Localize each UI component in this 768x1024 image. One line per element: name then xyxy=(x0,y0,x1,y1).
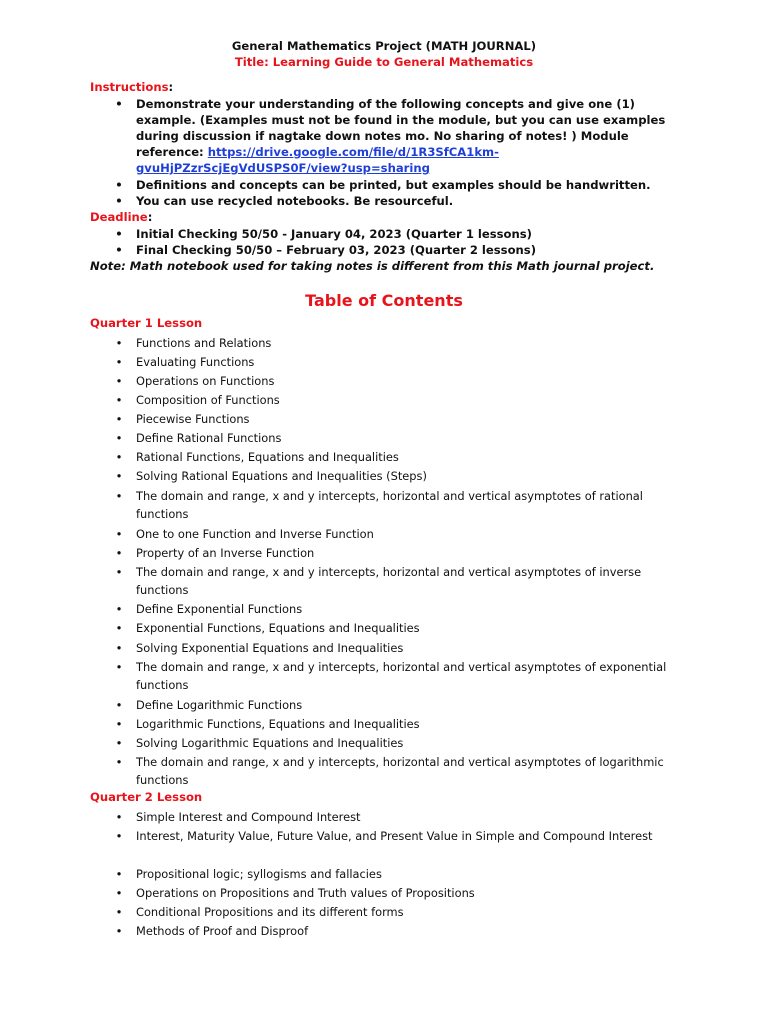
bullet-icon: • xyxy=(115,97,123,111)
deadline-item: • Initial Checking 50/50 - January 04, 2023 (Quarter 1 lessons) xyxy=(115,227,532,241)
bullet-icon: • xyxy=(115,641,123,655)
bullet-icon: • xyxy=(115,565,123,579)
quarter1-label: Quarter 1 Lesson xyxy=(90,316,203,330)
bullet-icon: • xyxy=(115,469,123,483)
toc-item: • Operations on Propositions and Truth values of Propositions xyxy=(115,886,475,900)
bullet-icon: • xyxy=(115,755,123,769)
bullet-icon: • xyxy=(115,621,123,635)
bullet-icon: • xyxy=(115,450,123,464)
toc-item: • Piecewise Functions xyxy=(115,412,250,426)
toc-item: • Exponential Functions, Equations and Inequalities xyxy=(115,621,420,635)
module-reference-label: Module reference: xyxy=(136,129,629,159)
toc-item: • Logarithmic Functions, Equations and Inequalities xyxy=(115,717,420,731)
bullet-icon: • xyxy=(115,829,123,843)
toc-item: • The domain and range, x and y intercepts, horizontal and vertical asymptotes of exponential functions xyxy=(115,660,667,692)
toc-item: • One to one Function and Inverse Function xyxy=(115,527,374,541)
bullet-icon: • xyxy=(115,717,123,731)
toc-item: • The domain and range, x and y intercepts, horizontal and vertical asymptotes of rational functions xyxy=(115,489,643,521)
instructions-label: Instructions: xyxy=(90,80,174,94)
toc-item: • Interest, Maturity Value, Future Value, and Present Value in Simple and Compound Interest xyxy=(115,829,653,843)
bullet-icon: • xyxy=(115,243,123,257)
bullet-icon: • xyxy=(115,194,123,208)
bullet-icon: • xyxy=(115,355,123,369)
document-title: General Mathematics Project (MATH JOURNAL) xyxy=(231,39,537,53)
toc-item: • Solving Logarithmic Equations and Inequalities xyxy=(115,736,404,750)
bullet-icon: • xyxy=(115,924,123,938)
module-reference-link[interactable]: https://drive.google.com/file/d/1R3SfCA1km- gvuHjPZzrScjEgVdUSPS0F/view?usp=sharing xyxy=(136,145,499,175)
bullet-icon: • xyxy=(115,886,123,900)
bullet-icon: • xyxy=(115,227,123,241)
toc-item: • Define Logarithmic Functions xyxy=(115,698,303,712)
bullet-icon: • xyxy=(115,602,123,616)
bullet-icon: • xyxy=(115,736,123,750)
instruction-item: • Demonstrate your understanding of the following concepts and give one (1) example. (Examples must not be found in the module, but you can use examples during discussion if nagtake down notes mo. No sharing of notes! ) Module reference: https://drive.google.com/file/d/1R3SfCA1km- gvuHjPZzrScjEgVdUSPS0F/view?usp=sharing xyxy=(115,97,666,175)
toc-item: • Functions and Relations xyxy=(115,336,272,350)
toc-item: • Property of an Inverse Function xyxy=(115,546,315,560)
bullet-icon: • xyxy=(115,374,123,388)
bullet-icon: • xyxy=(115,660,123,674)
bullet-icon: • xyxy=(115,393,123,407)
document-subtitle: Title: Learning Guide to General Mathematics xyxy=(234,55,534,69)
bullet-icon: • xyxy=(115,178,123,192)
bullet-icon: • xyxy=(115,527,123,541)
quarter2-label: Quarter 2 Lesson xyxy=(90,790,203,804)
deadline-label: Deadline: xyxy=(90,210,153,224)
note-text: Note: Math notebook used for taking notes is different from this Math journal project. xyxy=(90,259,655,273)
toc-item: • Simple Interest and Compound Interest xyxy=(115,810,361,824)
toc-item: • Composition of Functions xyxy=(115,393,280,407)
bullet-icon: • xyxy=(115,412,123,426)
toc-item: • Evaluating Functions xyxy=(115,355,255,369)
instruction-item: • You can use recycled notebooks. Be resourceful. xyxy=(115,194,454,208)
toc-item: • The domain and range, x and y intercepts, horizontal and vertical asymptotes of inverse functions xyxy=(115,565,642,597)
toc-item: • Solving Exponential Equations and Inequalities xyxy=(115,641,404,655)
toc-title: Table of Contents xyxy=(305,291,463,310)
toc-item: • The domain and range, x and y intercepts, horizontal and vertical asymptotes of logarithmic functions xyxy=(115,755,664,787)
bullet-icon: • xyxy=(115,546,123,560)
bullet-icon: • xyxy=(115,431,123,445)
bullet-icon: • xyxy=(115,336,123,350)
bullet-icon: • xyxy=(115,489,123,503)
bullet-icon: • xyxy=(115,867,123,881)
bullet-icon: • xyxy=(115,810,123,824)
bullet-icon: • xyxy=(115,905,123,919)
toc-item: • Define Exponential Functions xyxy=(115,602,303,616)
instruction-item: • Definitions and concepts can be printed, but examples should be handwritten. xyxy=(115,178,651,192)
toc-item: • Define Rational Functions xyxy=(115,431,282,445)
bullet-icon: • xyxy=(115,698,123,712)
deadline-item: • Final Checking 50/50 – February 03, 2023 (Quarter 2 lessons) xyxy=(115,243,536,257)
toc-item: • Operations on Functions xyxy=(115,374,275,388)
toc-item: • Propositional logic; syllogisms and fallacies xyxy=(115,867,382,881)
toc-item: • Solving Rational Equations and Inequalities (Steps) xyxy=(115,469,427,483)
toc-item: • Conditional Propositions and its different forms xyxy=(115,905,404,919)
toc-item: • Rational Functions, Equations and Inequalities xyxy=(115,450,399,464)
toc-item: • Methods of Proof and Disproof xyxy=(115,924,309,938)
